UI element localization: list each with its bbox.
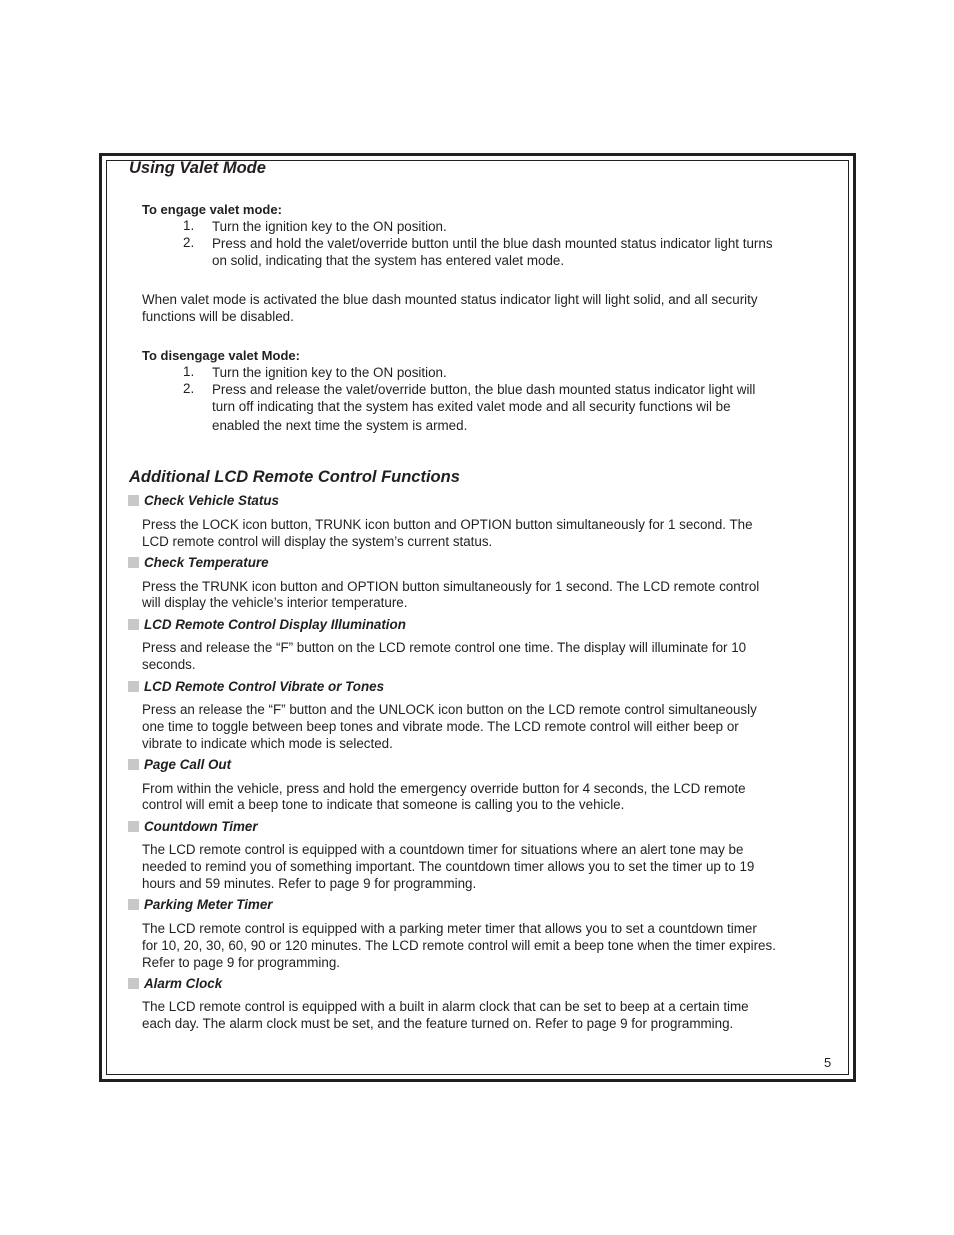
feature-text-line: hours and 59 minutes. Refer to page 9 for programming.: [142, 876, 477, 891]
feature-heading-countdown-timer: Countdown Timer: [144, 819, 258, 834]
page-number: 5: [824, 1055, 832, 1070]
feature-heading-parking-meter-timer: Parking Meter Timer: [144, 897, 273, 912]
engage-step-2-line-1: Press and hold the valet/override button until the blue dash mounted status indicator light turns: [212, 236, 773, 251]
disengage-step-2-num: 2.: [183, 381, 195, 396]
engage-step-1-num: 1.: [183, 218, 195, 233]
bullet-square-icon: [128, 821, 139, 832]
section-title-lcd: Additional LCD Remote Control Functions: [129, 468, 460, 486]
feature-text-line: The LCD remote control is equipped with a built in alarm clock that can be set to beep at a certain time: [142, 999, 749, 1014]
feature-text-line: needed to remind you of something important. The countdown timer allows you to set the timer up to 19: [142, 859, 755, 874]
bullet-square-icon: [128, 899, 139, 910]
section-title-valet: Using Valet Mode: [129, 159, 266, 177]
feature-heading-page-call-out: Page Call Out: [144, 757, 232, 772]
feature-text-line: for 10, 20, 30, 60, 90 or 120 minutes. The LCD remote control will emit a beep tone when the timer expires.: [142, 938, 776, 953]
valet-note-line-2: functions will be disabled.: [142, 309, 294, 324]
disengage-step-2-line-2: turn off indicating that the system has exited valet mode and all security functions wil be: [212, 399, 731, 414]
feature-text-line: Press an release the “F” button and the UNLOCK icon button on the LCD remote control simultaneously: [142, 702, 757, 717]
feature-text-line: one time to toggle between beep tones and vibrate mode. The LCD remote control will either beep or: [142, 719, 739, 734]
feature-text-line: control will emit a beep tone to indicate that someone is calling you to the vehicle.: [142, 797, 625, 812]
feature-text-line: The LCD remote control is equipped with a countdown timer for situations where an alert tone may be: [142, 842, 744, 857]
disengage-step-2-line-3: enabled the next time the system is armed.: [212, 418, 468, 433]
disengage-step-1-line-1: Turn the ignition key to the ON position.: [212, 365, 447, 380]
bullet-square-icon: [128, 619, 139, 630]
bullet-square-icon: [128, 495, 139, 506]
feature-text-line: Refer to page 9 for programming.: [142, 955, 340, 970]
disengage-heading: To disengage valet Mode:: [142, 348, 300, 363]
feature-heading-display-illumination: LCD Remote Control Display Illumination: [144, 617, 406, 632]
feature-text-line: From within the vehicle, press and hold the emergency override button for 4 seconds, the LCD remote: [142, 781, 746, 796]
feature-text-line: will display the vehicle’s interior temperature.: [142, 595, 408, 610]
feature-text-line: each day. The alarm clock must be set, and the feature turned on. Refer to page 9 for programming.: [142, 1016, 734, 1031]
bullet-square-icon: [128, 557, 139, 568]
feature-heading-check-temperature: Check Temperature: [144, 555, 269, 570]
engage-step-2-line-2: on solid, indicating that the system has entered valet mode.: [212, 253, 565, 268]
feature-text-line: LCD remote control will display the system’s current status.: [142, 534, 493, 549]
feature-text-line: seconds.: [142, 657, 196, 672]
disengage-step-2-line-1: Press and release the valet/override button, the blue dash mounted status indicator light will: [212, 382, 756, 397]
feature-text-line: Press and release the “F” button on the LCD remote control one time. The display will illuminate for 10: [142, 640, 747, 655]
engage-step-2-num: 2.: [183, 235, 195, 250]
disengage-step-1-num: 1.: [183, 364, 195, 379]
bullet-square-icon: [128, 759, 139, 770]
feature-heading-alarm-clock: Alarm Clock: [144, 976, 223, 991]
feature-heading-check-vehicle-status: Check Vehicle Status: [144, 493, 279, 508]
feature-text-line: The LCD remote control is equipped with a parking meter timer that allows you to set a countdown timer: [142, 921, 757, 936]
feature-heading-vibrate-or-tones: LCD Remote Control Vibrate or Tones: [144, 679, 385, 694]
feature-text-line: vibrate to indicate which mode is selected.: [142, 736, 393, 751]
engage-step-1-line-1: Turn the ignition key to the ON position.: [212, 219, 447, 234]
bullet-square-icon: [128, 681, 139, 692]
engage-heading: To engage valet mode:: [142, 202, 282, 217]
valet-note-line-1: When valet mode is activated the blue dash mounted status indicator light will light solid, and all security: [142, 292, 758, 307]
bullet-square-icon: [128, 978, 139, 989]
feature-text-line: Press the TRUNK icon button and OPTION button simultaneously for 1 second. The LCD remote control: [142, 579, 760, 594]
feature-text-line: Press the LOCK icon button, TRUNK icon button and OPTION button simultaneously for 1 second. The: [142, 517, 753, 532]
